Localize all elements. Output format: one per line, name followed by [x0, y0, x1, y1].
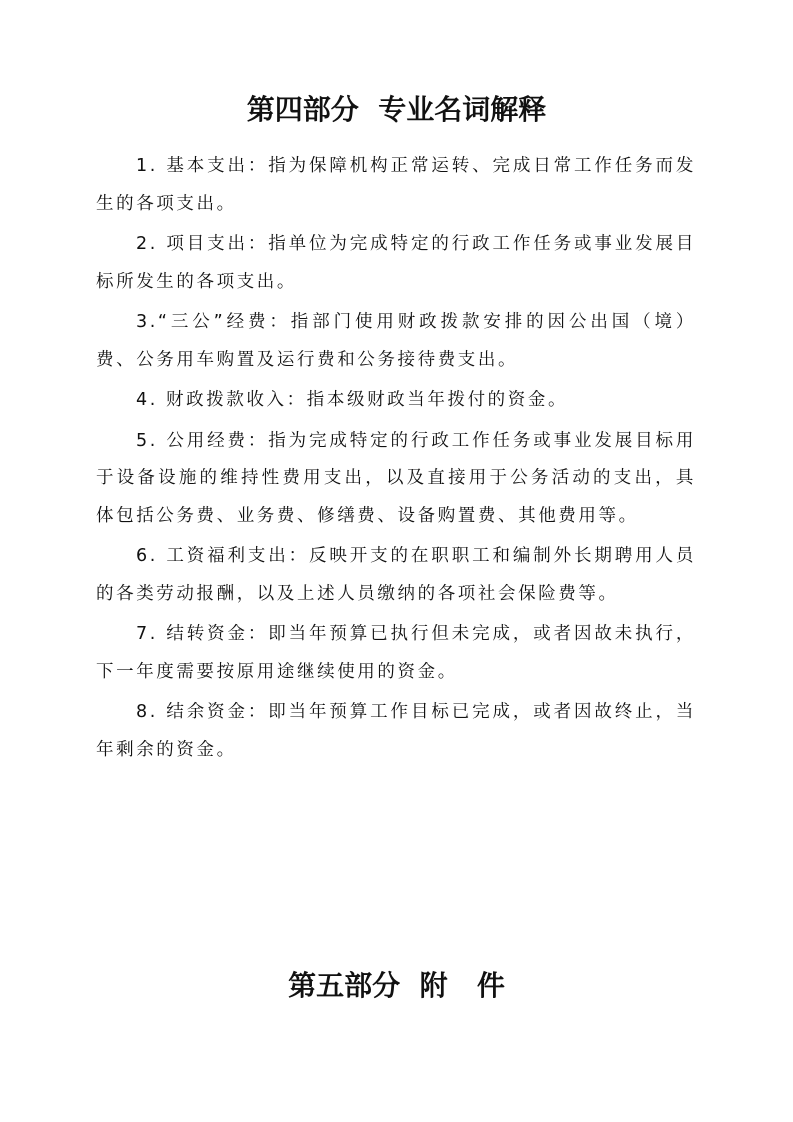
- definition-term: 2. 项目支出：: [136, 234, 269, 254]
- definition-text: 指为完成特定的行政工作任务或事业发展目标用于设备设施的维持性费用支出，以及直接用于公务活动的支出，具体包括公务费、业务费、修缮费、设备购置费、其他费用等。: [96, 430, 697, 526]
- definitions-list: [96, 148, 696, 772]
- definition-item: [96, 226, 696, 301]
- definition-item: [96, 382, 696, 420]
- definition-term: 3.“三公”经费：: [136, 312, 291, 332]
- part4-title: 第四部分 专业名词解释: [246, 93, 547, 126]
- definition-text: 即当年预算工作目标已完成，或者因故终止，当年剩余的资金。: [96, 702, 697, 760]
- definition-item: [96, 538, 696, 613]
- definition-text: 指本级财政当年拨付的资金。: [306, 390, 569, 410]
- definition-item: [96, 304, 696, 379]
- definition-term: 4. 财政拨款收入：: [136, 390, 307, 410]
- definition-text: 即当年预算已执行但未完成，或者因故未执行，下一年度需要按原用途继续使用的资金。: [96, 624, 697, 682]
- definition-item: [96, 148, 696, 223]
- definition-text: 指部门使用财政拨款安排的因公出国（境）费、公务用车购置及运行费和公务接待费支出。: [96, 312, 696, 370]
- definition-item: [96, 423, 696, 536]
- part5-title: 第五部分 附 件: [288, 969, 505, 1002]
- definition-text: 指为保障机构正常运转、完成日常工作任务而发生的各项支出。: [96, 156, 697, 214]
- definition-item: [96, 694, 696, 769]
- definition-term: 7. 结转资金：: [136, 624, 269, 644]
- definition-text: 指单位为完成特定的行政工作任务或事业发展目标所发生的各项支出。: [96, 234, 697, 292]
- definition-term: 5. 公用经费：: [136, 430, 269, 451]
- definition-term: 1. 基本支出：: [136, 156, 269, 176]
- definition-term: 8. 结余资金：: [136, 702, 269, 722]
- definition-term: 6. 工资福利支出：: [136, 546, 310, 566]
- definition-item: [96, 616, 696, 691]
- definition-text: 反映开支的在职职工和编制外长期聘用人员的各类劳动报酬，以及上述人员缴纳的各项社会保险费等。: [96, 546, 696, 604]
